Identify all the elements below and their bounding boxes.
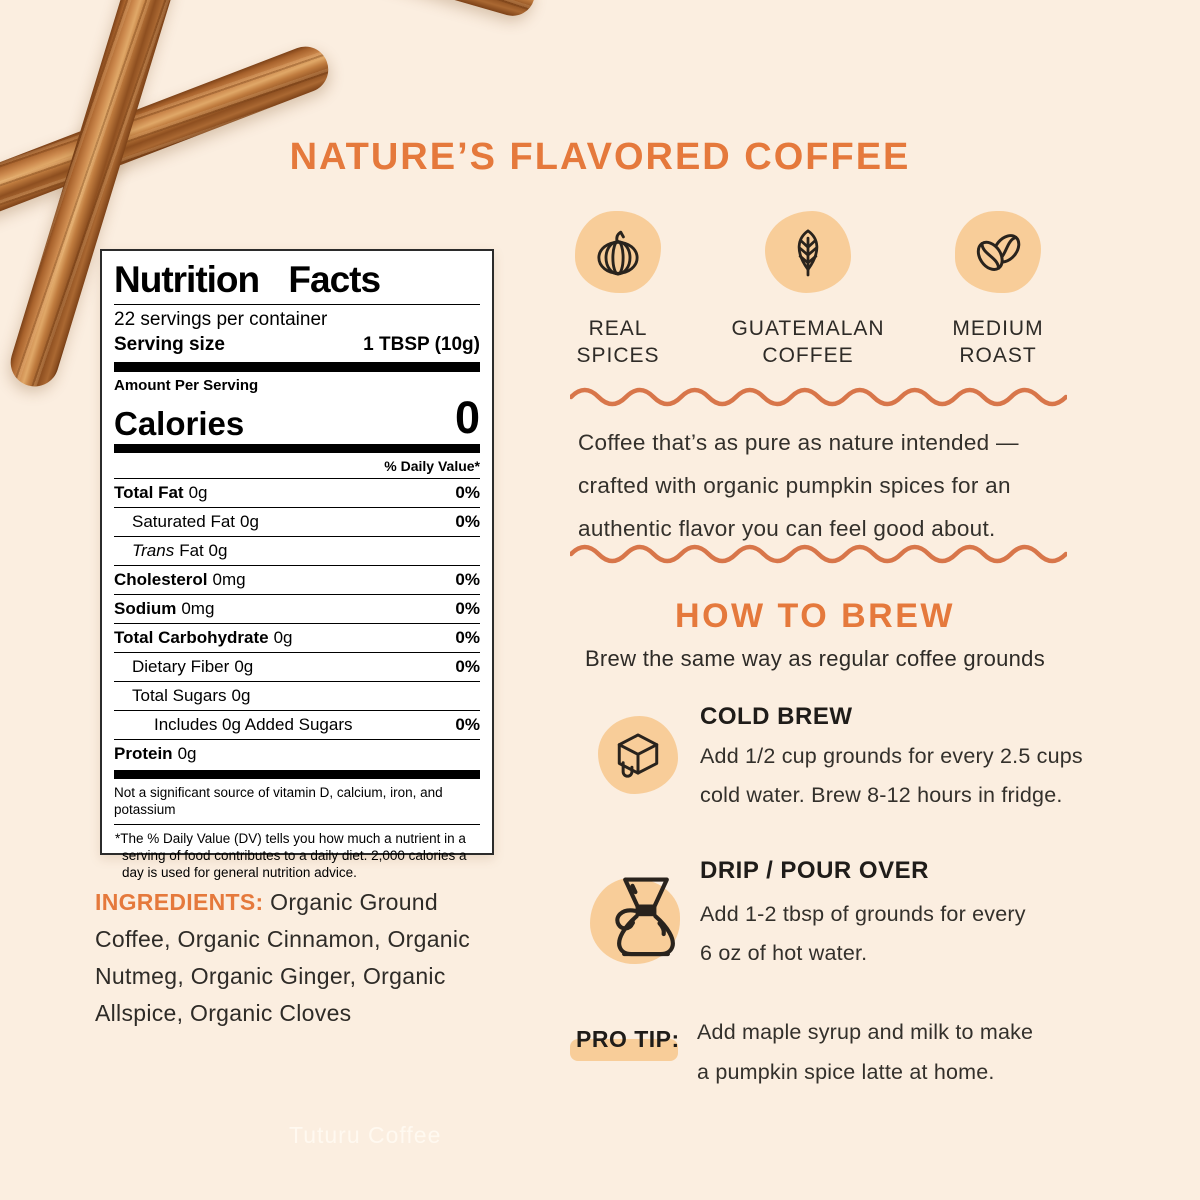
nutrition-row bbox=[114, 623, 480, 652]
ice-cube-icon bbox=[607, 724, 669, 786]
row-dv: 0% bbox=[455, 483, 480, 502]
brand-watermark: Tuturu Coffee bbox=[289, 1122, 442, 1148]
row-amount: 0mg bbox=[181, 599, 215, 618]
ingredients-label: INGREDIENTS: bbox=[95, 889, 264, 915]
nutrition-footnote-2: *The % Daily Value (DV) tells you how much a nutrient in a serving of food contributes to a daily diet. 2,000 calories a day is used for general nutrition advice. bbox=[115, 831, 467, 880]
how-to-brew-subtitle: Brew the same way as regular coffee grounds bbox=[584, 646, 1046, 671]
nutrition-row bbox=[114, 594, 480, 623]
nutrition-row bbox=[114, 507, 480, 536]
drip-pour-over-title: DRIP / POUR OVER bbox=[700, 857, 929, 884]
feature-badges bbox=[543, 211, 1073, 369]
daily-value-header: % Daily Value* bbox=[384, 458, 480, 474]
serving-size-row bbox=[114, 332, 480, 362]
how-to-brew-title: HOW TO BREW bbox=[675, 597, 955, 635]
row-amount: 0g bbox=[188, 483, 208, 502]
row-dv: 0% bbox=[455, 715, 480, 734]
feature-guatemalan-coffee bbox=[733, 211, 883, 369]
nutrition-row bbox=[114, 478, 480, 507]
wavy-divider bbox=[570, 383, 1067, 411]
nutrition-row bbox=[114, 739, 480, 768]
blob-background bbox=[598, 716, 678, 794]
row-name: Sodium bbox=[114, 599, 177, 618]
calories-row bbox=[114, 394, 480, 444]
amount-per-serving-label: Amount Per Serving bbox=[114, 377, 259, 394]
nutrition-row bbox=[114, 681, 480, 710]
row-name: Total Sugars bbox=[132, 686, 227, 705]
ingredients-text: Organic Ground Coffee, Organic Cinnamon, Organic Nutmeg, Organic Ginger, Organic Allspice, Organic Cloves bbox=[95, 889, 471, 1026]
row-dv: 0% bbox=[455, 599, 480, 618]
pro-tip-label: PRO TIP: bbox=[576, 1026, 680, 1052]
pro-tip-text: Add maple syrup and milk to make a pumpkin spice latte at home. bbox=[697, 1020, 1034, 1084]
row-dv: 0% bbox=[455, 512, 480, 531]
row-name: Protein bbox=[114, 744, 173, 763]
blob-background bbox=[955, 211, 1041, 293]
row-dv: 0% bbox=[455, 628, 480, 647]
cinnamon-stick bbox=[124, 0, 540, 21]
divider-bar bbox=[114, 444, 480, 453]
nutrition-row bbox=[114, 565, 480, 594]
divider-bar bbox=[114, 362, 480, 372]
calories-label: Calories bbox=[114, 405, 245, 442]
row-name: Total Carbohydrate bbox=[114, 628, 269, 647]
row-amount: 0g bbox=[234, 657, 254, 676]
page-title: NATURE’S FLAVORED COFFEE bbox=[289, 136, 911, 178]
coffee-beans-icon bbox=[967, 221, 1029, 283]
row-amount: 0g bbox=[231, 686, 251, 705]
row-amount: 0g bbox=[177, 744, 197, 763]
product-description: Coffee that’s as pure as nature intended — crafted with organic pumpkin spices for an authentic flavor you can feel good about. bbox=[578, 430, 1019, 541]
pour-over-icon bbox=[596, 864, 696, 968]
servings-per-container: 22 servings per container bbox=[114, 309, 328, 330]
blob-background bbox=[575, 211, 661, 293]
nutrition-footnote-1: Not a significant source of vitamin D, calcium, iron, and potassium bbox=[114, 779, 480, 825]
blob-background bbox=[765, 211, 851, 293]
row-name: Dietary Fiber bbox=[132, 657, 230, 676]
nutrition-facts-label bbox=[100, 249, 494, 880]
nutrition-facts-title: Nutrition Facts bbox=[114, 259, 480, 305]
calories-value: 0 bbox=[454, 392, 480, 443]
feature-label: REAL SPICES bbox=[576, 317, 660, 367]
row-amount: 0g bbox=[273, 628, 293, 647]
row-dv: 0% bbox=[455, 657, 480, 676]
serving-size-value: 1 TBSP (10g) bbox=[363, 334, 480, 355]
nutrition-row bbox=[114, 710, 480, 739]
pumpkin-icon bbox=[588, 222, 648, 282]
row-name: Cholesterol bbox=[114, 570, 208, 589]
row-amount: 0g bbox=[240, 512, 259, 531]
feature-label: MEDIUM ROAST bbox=[952, 317, 1044, 367]
cinnamon-stick bbox=[0, 40, 335, 226]
nutrition-row bbox=[114, 536, 480, 565]
row-name: Saturated Fat bbox=[132, 512, 236, 531]
leaf-icon bbox=[779, 223, 837, 281]
nutrition-row bbox=[114, 652, 480, 681]
row-amount: Fat 0g bbox=[179, 541, 228, 560]
cold-brew-instructions: Add 1/2 cup grounds for every 2.5 cups cold water. Brew 8-12 hours in fridge. bbox=[700, 744, 1083, 807]
row-dv: 0% bbox=[455, 570, 480, 589]
feature-real-spices bbox=[543, 211, 693, 369]
cold-brew-title: COLD BREW bbox=[700, 703, 853, 730]
feature-label: GUATEMALAN COFFEE bbox=[731, 317, 885, 367]
feature-medium-roast bbox=[923, 211, 1073, 369]
drip-pour-over-instructions: Add 1-2 tbsp of grounds for every 6 oz of hot water. bbox=[700, 902, 1026, 965]
ingredients-paragraph bbox=[95, 884, 493, 1032]
row-name: Total Fat bbox=[114, 483, 184, 502]
row-amount: 0mg bbox=[212, 570, 246, 589]
row-name: Includes 0g Added Sugars bbox=[154, 715, 353, 734]
row-name: Trans bbox=[132, 541, 175, 560]
serving-size-label: Serving size bbox=[114, 334, 225, 355]
divider-bar bbox=[114, 770, 480, 779]
